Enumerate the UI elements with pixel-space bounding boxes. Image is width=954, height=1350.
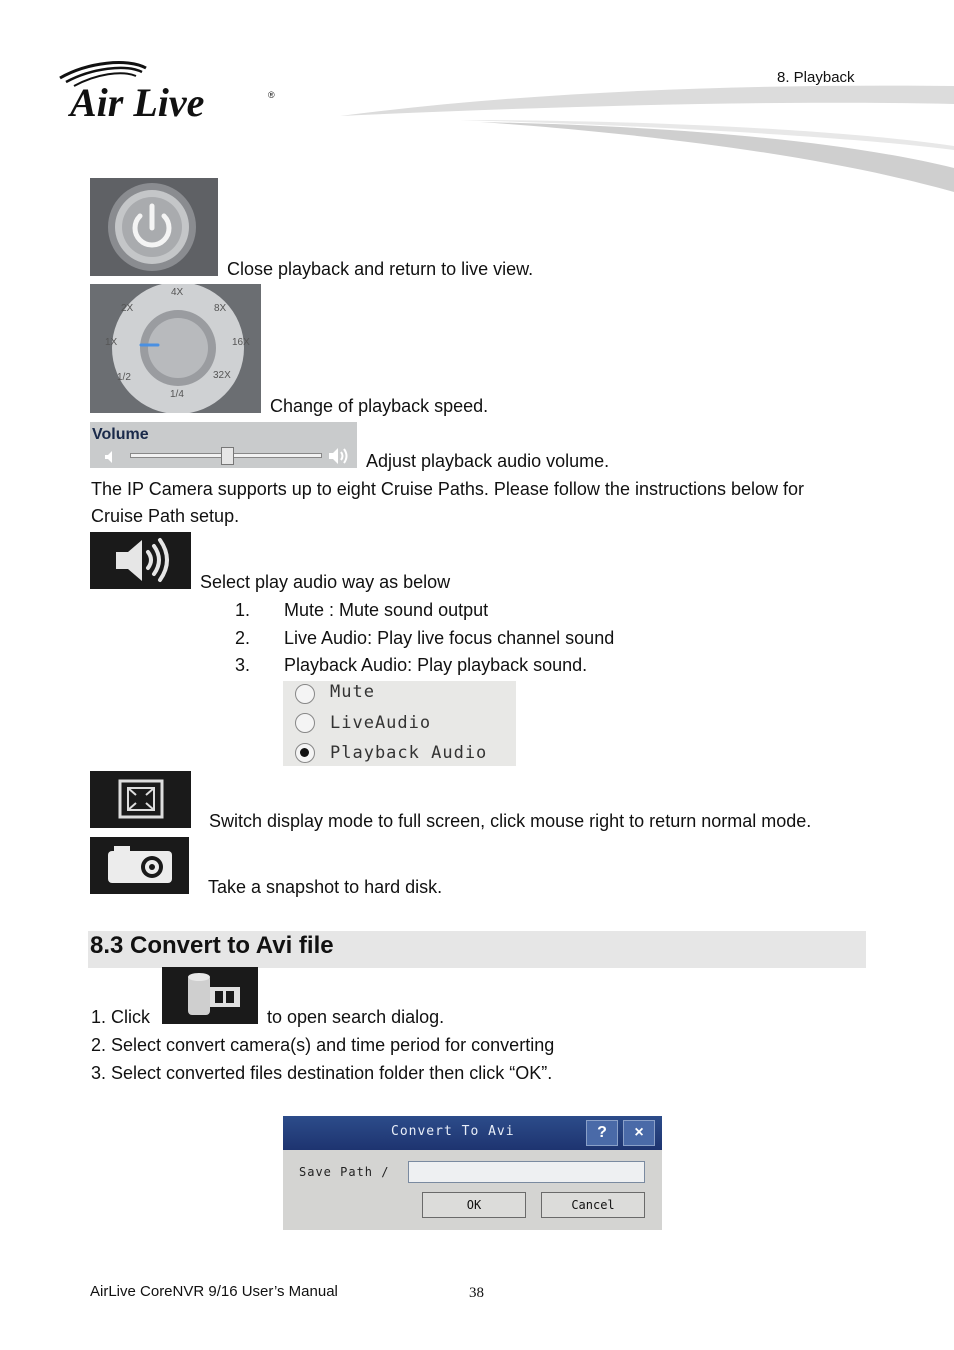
chapter-heading: 8. Playback bbox=[777, 69, 855, 86]
step3: 3. Select converted files destination folder then click “OK”. bbox=[91, 1063, 553, 1083]
airlive-logo bbox=[58, 60, 280, 122]
audio-list-num-2: 2. bbox=[235, 628, 251, 648]
speed-label-2x[interactable]: 2X bbox=[121, 303, 134, 314]
speed-label-32x[interactable]: 32X bbox=[213, 370, 231, 381]
speed-label-8x[interactable]: 8X bbox=[214, 303, 227, 314]
audio-list-item-2: Live Audio: Play live focus channel sound bbox=[284, 628, 615, 648]
cruise-paragraph-line2: Cruise Path setup. bbox=[91, 506, 240, 526]
volume-control[interactable] bbox=[90, 422, 357, 468]
volume-high-icon bbox=[328, 447, 352, 465]
cancel-button[interactable]: Cancel bbox=[541, 1192, 645, 1218]
audio-list-num-3: 3. bbox=[235, 655, 251, 675]
step2: 2. Select convert camera(s) and time period for converting bbox=[91, 1035, 555, 1055]
step1-suffix: to open search dialog. bbox=[267, 1007, 445, 1027]
close-playback-desc: Close playback and return to live view. bbox=[227, 259, 534, 279]
page-number: 38 bbox=[469, 1285, 484, 1301]
radio-mute-label: Mute bbox=[330, 682, 375, 702]
close-playback-icon[interactable] bbox=[90, 178, 218, 276]
volume-desc: Adjust playback audio volume. bbox=[366, 451, 610, 471]
svg-text:Air Live: Air Live bbox=[70, 80, 205, 122]
speed-label-4x[interactable]: 4X bbox=[171, 287, 184, 298]
audio-mode-icon[interactable] bbox=[90, 532, 191, 589]
radio-playback-audio[interactable] bbox=[295, 743, 315, 763]
audio-options-panel bbox=[283, 681, 516, 766]
ok-button[interactable]: OK bbox=[422, 1192, 526, 1218]
radio-live-audio-label: LiveAudio bbox=[330, 713, 432, 733]
fullscreen-icon[interactable] bbox=[90, 771, 191, 828]
radio-selected-dot bbox=[300, 748, 309, 757]
speed-label-1x[interactable]: 1X bbox=[105, 337, 118, 348]
help-button[interactable]: ? bbox=[586, 1120, 618, 1146]
speed-label-16x[interactable]: 16X bbox=[232, 337, 250, 348]
save-path-label: Save Path / bbox=[299, 1165, 390, 1179]
speed-label-half[interactable]: 1/2 bbox=[117, 372, 131, 383]
close-button[interactable]: × bbox=[623, 1120, 655, 1146]
volume-low-icon bbox=[104, 448, 118, 462]
save-path-input[interactable] bbox=[408, 1161, 645, 1183]
footer-manual-title: AirLive CoreNVR 9/16 User’s Manual bbox=[90, 1283, 338, 1300]
speed-label-quarter[interactable]: 1/4 bbox=[170, 389, 184, 400]
volume-label: Volume bbox=[92, 426, 149, 443]
audio-list-item-1: Mute : Mute sound output bbox=[284, 600, 489, 620]
convert-avi-icon[interactable] bbox=[162, 967, 258, 1024]
section-title: 8.3 Convert to Avi file bbox=[90, 932, 334, 959]
snapshot-icon[interactable] bbox=[90, 837, 189, 894]
speed-desc: Change of playback speed. bbox=[270, 396, 489, 416]
audio-desc: Select play audio way as below bbox=[200, 572, 451, 592]
playback-speed-dial[interactable] bbox=[90, 284, 261, 413]
audio-list-num-1: 1. bbox=[235, 600, 251, 620]
cruise-paragraph-line1: The IP Camera supports up to eight Cruise Paths. Please follow the instructions below for bbox=[91, 479, 805, 499]
snapshot-desc: Take a snapshot to hard disk. bbox=[208, 877, 443, 897]
radio-live-audio[interactable] bbox=[295, 713, 315, 733]
step1-prefix: 1. Click bbox=[91, 1007, 151, 1027]
radio-playback-audio-label: Playback Audio bbox=[330, 743, 488, 763]
volume-slider-handle[interactable] bbox=[221, 447, 234, 465]
radio-mute[interactable] bbox=[295, 684, 315, 704]
audio-list-item-3: Playback Audio: Play playback sound. bbox=[284, 655, 588, 675]
header-swoosh bbox=[340, 80, 954, 195]
svg-text:®: ® bbox=[268, 90, 275, 100]
dialog-title: Convert To Avi bbox=[391, 1124, 515, 1139]
convert-to-avi-dialog bbox=[283, 1116, 662, 1230]
fullscreen-desc: Switch display mode to full screen, click mouse right to return normal mode. bbox=[209, 811, 812, 831]
